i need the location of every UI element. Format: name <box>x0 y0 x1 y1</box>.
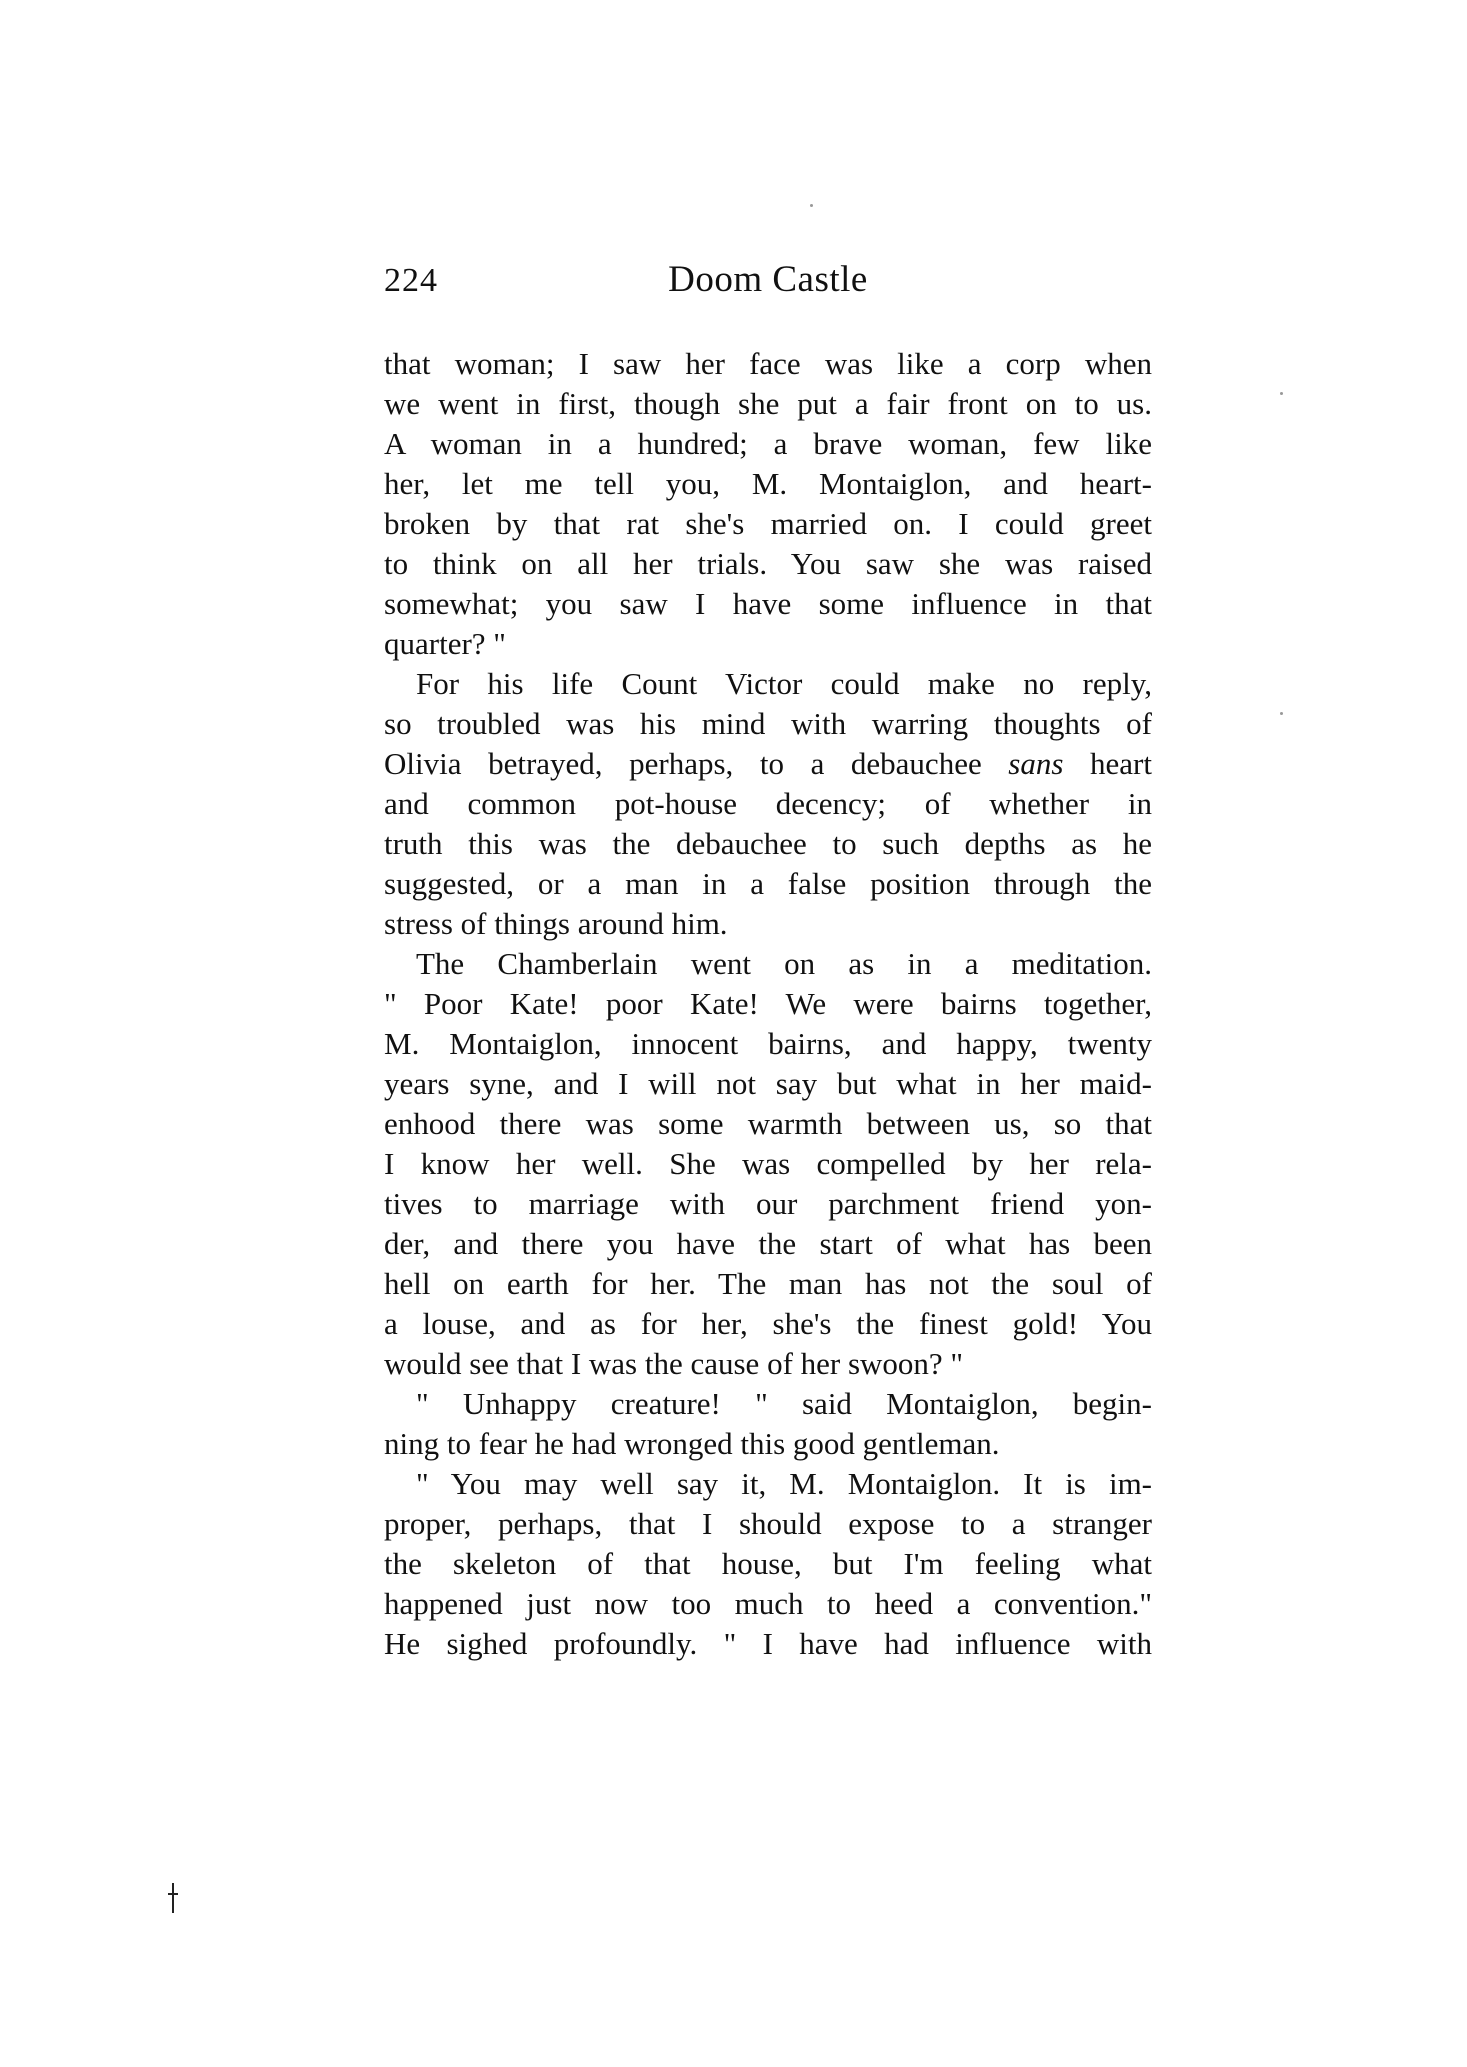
text-line: " Unhappy creature! " said Montaiglon, begin- <box>416 1386 1152 1421</box>
text-line: The Chamberlain went on as in a meditation. <box>416 946 1152 981</box>
text-line: Olivia betrayed, perhaps, to a debauchee sans heart <box>384 746 1152 781</box>
text-line: enhood there was some warmth between us, so that <box>384 1106 1152 1141</box>
page-number: 224 <box>384 262 438 299</box>
text-line: would see that I was the cause of her swoon? " <box>384 1346 964 1381</box>
text-line: stress of things around him. <box>384 906 728 941</box>
text-line: " Poor Kate! poor Kate! We were bairns together, <box>384 986 1152 1021</box>
text-line: broken by that rat she's married on. I could greet <box>384 506 1152 541</box>
body-text <box>384 344 1152 1664</box>
text-line: ning to fear he had wronged this good gentleman. <box>384 1426 1000 1461</box>
scan-speck <box>1280 712 1283 715</box>
text-line: to think on all her trials. You saw she was raised <box>384 546 1152 581</box>
text-line: so troubled was his mind with warring thoughts of <box>384 706 1152 741</box>
text-line: happened just now too much to heed a convention." <box>384 1586 1152 1621</box>
margin-mark <box>172 1883 174 1913</box>
text-line: " You may well say it, M. Montaiglon. It is im- <box>416 1466 1152 1501</box>
running-title: Doom Castle <box>668 259 868 300</box>
text-line: a louse, and as for her, she's the finest gold! You <box>384 1306 1152 1341</box>
text-line: we went in first, though she put a fair front on to us. <box>384 386 1152 421</box>
text-line: suggested, or a man in a false position through the <box>384 866 1152 901</box>
text-line: I know her well. She was compelled by her rela- <box>384 1146 1152 1181</box>
text-line: der, and there you have the start of what has been <box>384 1226 1152 1261</box>
text-line: that woman; I saw her face was like a corp when <box>384 346 1152 381</box>
text-line: and common pot-house decency; of whether in <box>384 786 1152 821</box>
scan-speck <box>1280 392 1283 395</box>
text-line: truth this was the debauchee to such depths as he <box>384 826 1152 861</box>
text-line: quarter? " <box>384 626 506 661</box>
text-line: tives to marriage with our parchment friend yon- <box>384 1186 1152 1221</box>
page-header <box>384 258 1152 308</box>
scan-speck <box>810 204 813 207</box>
text-line: A woman in a hundred; a brave woman, few like <box>384 426 1152 461</box>
text-line: years syne, and I will not say but what in her maid- <box>384 1066 1152 1101</box>
text-line: He sighed profoundly. " I have had influence with <box>384 1626 1152 1661</box>
text-line: For his life Count Victor could make no reply, <box>416 666 1152 701</box>
text-line: somewhat; you saw I have some influence in that <box>384 586 1152 621</box>
text-line: her, let me tell you, M. Montaiglon, and heart- <box>384 466 1152 501</box>
text-line: M. Montaiglon, innocent bairns, and happy, twenty <box>384 1026 1152 1061</box>
text-line: hell on earth for her. The man has not the soul of <box>384 1266 1152 1301</box>
text-line: proper, perhaps, that I should expose to a stranger <box>384 1506 1152 1541</box>
text-line: the skeleton of that house, but I'm feeling what <box>384 1546 1152 1581</box>
margin-mark-bar <box>168 1893 178 1895</box>
